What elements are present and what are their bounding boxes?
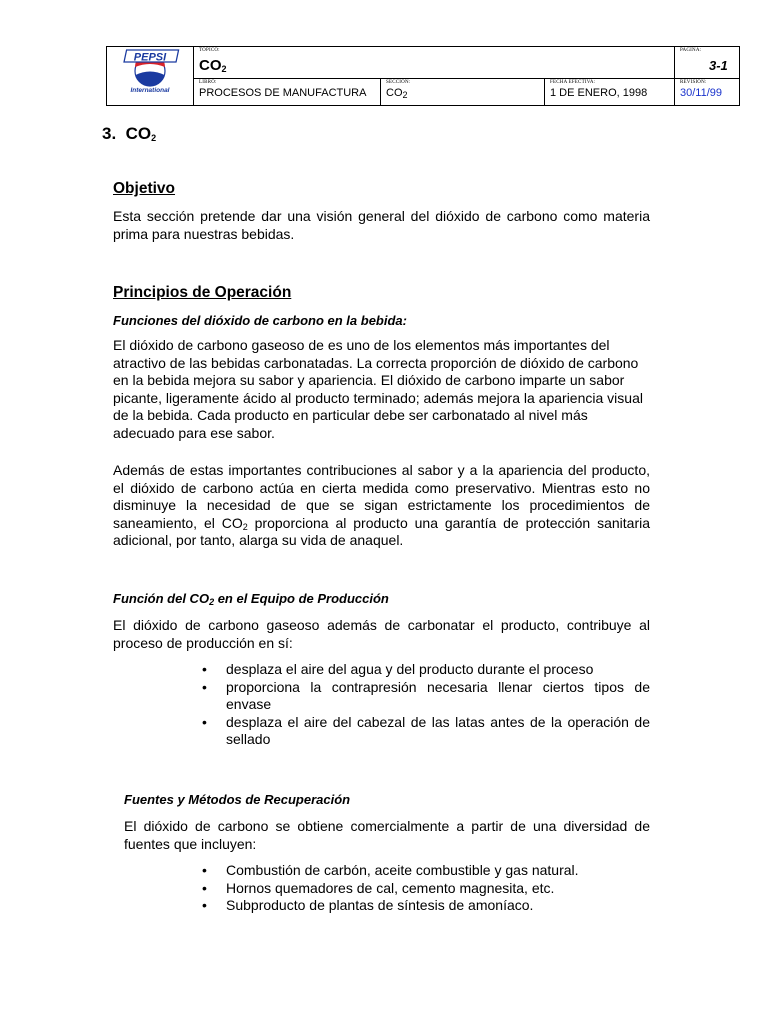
bullet-icon: • bbox=[202, 897, 207, 913]
page-caption: PAGINA: bbox=[680, 48, 702, 53]
topic-cell bbox=[194, 47, 674, 78]
revision-value: 30/11/99 bbox=[680, 87, 723, 99]
bullet-icon: • bbox=[202, 713, 207, 730]
effective-date-caption: FECHA EFECTIVA: bbox=[550, 80, 596, 85]
bullet-icon: • bbox=[202, 678, 207, 695]
book-value: PROCESOS DE MANUFACTURA bbox=[199, 87, 367, 99]
section-number: 3. bbox=[102, 124, 117, 143]
effective-date-value: 1 DE ENERO, 1998 bbox=[550, 87, 648, 99]
book-cell bbox=[194, 79, 380, 106]
page-cell bbox=[675, 47, 740, 78]
objetivo-text: Esta sección pretende dar una visión general del dióxido de carbono como materia prima para nuestras bebidas. bbox=[113, 208, 650, 242]
principios-paragraph-2: Además de estas importantes contribuciones al sabor y a la apariencia del producto, el dióxido de carbono actúa en cierta medida como preservativo. Mientras esto no disminuye la necesidad de que se sigan estrictamente los procedimientos de saneamiento, el $CO_2$ proporciona al producto una garantía de protección sanitaria adicional, por tanto, alarga su vida de anaquel. bbox=[113, 462, 650, 548]
bullet-icon: • bbox=[202, 879, 207, 896]
list-item: • Combustión de carbón, aceite combustible y gas natural. bbox=[202, 862, 579, 878]
section-cell bbox=[381, 79, 544, 106]
section-value: $CO_2$ bbox=[386, 87, 408, 100]
revision-cell bbox=[675, 79, 740, 106]
list-item: • desplaza el aire del agua y del producto durante el proceso bbox=[202, 661, 594, 677]
logo-subtitle: International bbox=[130, 87, 170, 94]
page-number: 3-1 bbox=[709, 58, 728, 73]
bullet-icon: • bbox=[202, 661, 207, 677]
objetivo-heading: Objetivo bbox=[113, 180, 176, 197]
topic-caption: TOPICO: bbox=[199, 48, 220, 53]
list-item: • Hornos quemadores de cal, cemento magnesita, etc. bbox=[202, 879, 555, 896]
fuentes-intro: El dióxido de carbono se obtiene comercialmente a partir de una diversidad de fuentes que incluyen: bbox=[124, 818, 650, 852]
topic-value: $CO_2$ bbox=[199, 57, 227, 74]
list-item: • proporciona la contrapresión necesaria llenar ciertos tipos de envase bbox=[202, 678, 650, 712]
funcion-equipo-list bbox=[202, 661, 650, 749]
document-header bbox=[106, 46, 740, 106]
funcion-equipo-heading: Función del $CO_2$ en el Equipo de Producción bbox=[113, 591, 389, 607]
fuentes-list bbox=[202, 862, 650, 915]
bullet-icon: • bbox=[202, 862, 207, 878]
section-title bbox=[102, 124, 156, 144]
pepsi-globe-icon bbox=[115, 48, 185, 88]
funcion-equipo-intro: El dióxido de carbono gaseoso además de carbonatar el producto, contribuye al proceso de producción en sí: bbox=[113, 617, 650, 651]
fuentes-heading: Fuentes y Métodos de Recuperación bbox=[124, 792, 351, 807]
pepsi-logo bbox=[107, 47, 193, 105]
svg-text:PEPSI: PEPSI bbox=[133, 51, 167, 64]
section-caption: SECCION: bbox=[386, 80, 411, 85]
list-item: • Subproducto de plantas de síntesis de amoníaco. bbox=[202, 897, 534, 913]
section-title-text: $CO_2$ bbox=[125, 124, 157, 143]
list-item: • desplaza el aire del cabezal de las latas antes de la operación de sellado bbox=[202, 713, 650, 747]
revision-caption: REVISION: bbox=[680, 80, 707, 85]
principios-paragraph-1: El dióxido de carbono gaseoso de es uno de los elementos más importantes del atractivo de las bebidas carbonatadas. La correcta proporción de dióxido de carbono en la bebida mejora su sabor y apariencia. El dióxido de carbono imparte un sabor picante, ligeramente ácido al producto terminado; además mejora la apariencia visual de la bebida. Cada producto en particular debe ser carbonatado al nivel más adecuado para ese sabor. bbox=[113, 337, 643, 441]
book-caption: LIBRO: bbox=[199, 80, 217, 85]
principios-heading: Principios de Operación bbox=[113, 284, 292, 301]
effective-date-cell bbox=[545, 79, 674, 106]
funciones-subheading: Funciones del dióxido de carbono en la bebida: bbox=[113, 313, 407, 328]
